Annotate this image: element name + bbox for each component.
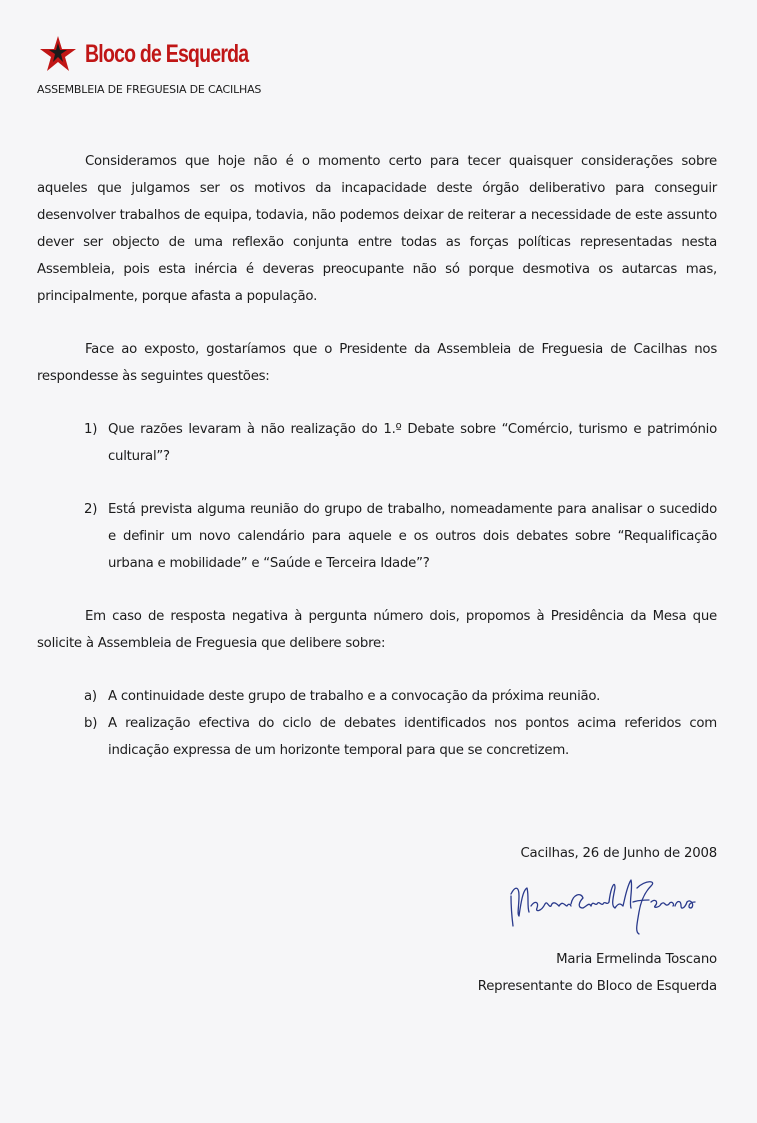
signatory-role: Representante do Bloco de Esquerda [477,979,717,994]
paragraph-questions-intro: Face ao exposto, gostaríamos que o Presidente da Assembleia de Freguesia de Cacilhas nos respondesse às seguintes questões: [37,342,717,384]
place-date: Cacilhas, 26 de Junho de 2008 [520,846,717,861]
organization-name: ASSEMBLEIA DE FREGUESIA DE CACILHAS [37,83,262,96]
proposal-text: A realização efectiva do ciclo de debates identificados nos pontos acima referidos com indicação expressa de um horizonte temporal para que se concretizem. [108,716,717,758]
proposal-letter: b) [84,716,98,731]
paragraph-intro: Consideramos que hoje não é o momento certo para tecer quaisquer considerações sobre aqueles que julgamos ser os motivos da incapacidade deste órgão deliberativo para conseguir desenvolver trabalhos de equipa, todavia, não podemos deixar de reiterar a necessidade de este assunto dever ser objecto de uma reflexão conjunta entre todas as forças políticas representadas nesta Assembleia, pois esta inércia é deveras preocupante não só porque desmotiva os autarcas mas, principalmente, porque afasta a população. [37,154,717,304]
brand-name: Bloco de Esquerda [85,40,249,68]
question-text: Está prevista alguma reunião do grupo de trabalho, nomeadamente para analisar o sucedido e definir um novo calendário para aquele e os outros dois debates sobre “Requalificação urbana e mobilidade” e “Saúde e Terceira Idade”? [108,502,717,571]
star-icon [37,34,79,76]
proposal-text: A continuidade deste grupo de trabalho e a convocação da próxima reunião. [108,689,601,704]
question-text: Que razões levaram à não realização do 1.º Debate sobre “Comércio, turismo e património cultural”? [108,422,717,464]
question-number: 1) [84,422,98,437]
proposal-letter: a) [84,689,97,704]
paragraph-proposal-intro: Em caso de resposta negativa à pergunta número dois, propomos à Presidência da Mesa que solicite à Assembleia de Freguesia que delibere sobre: [37,609,717,651]
signatory-name: Maria Ermelinda Toscano [556,952,717,967]
handwritten-signature [505,872,720,942]
question-number: 2) [84,502,98,517]
